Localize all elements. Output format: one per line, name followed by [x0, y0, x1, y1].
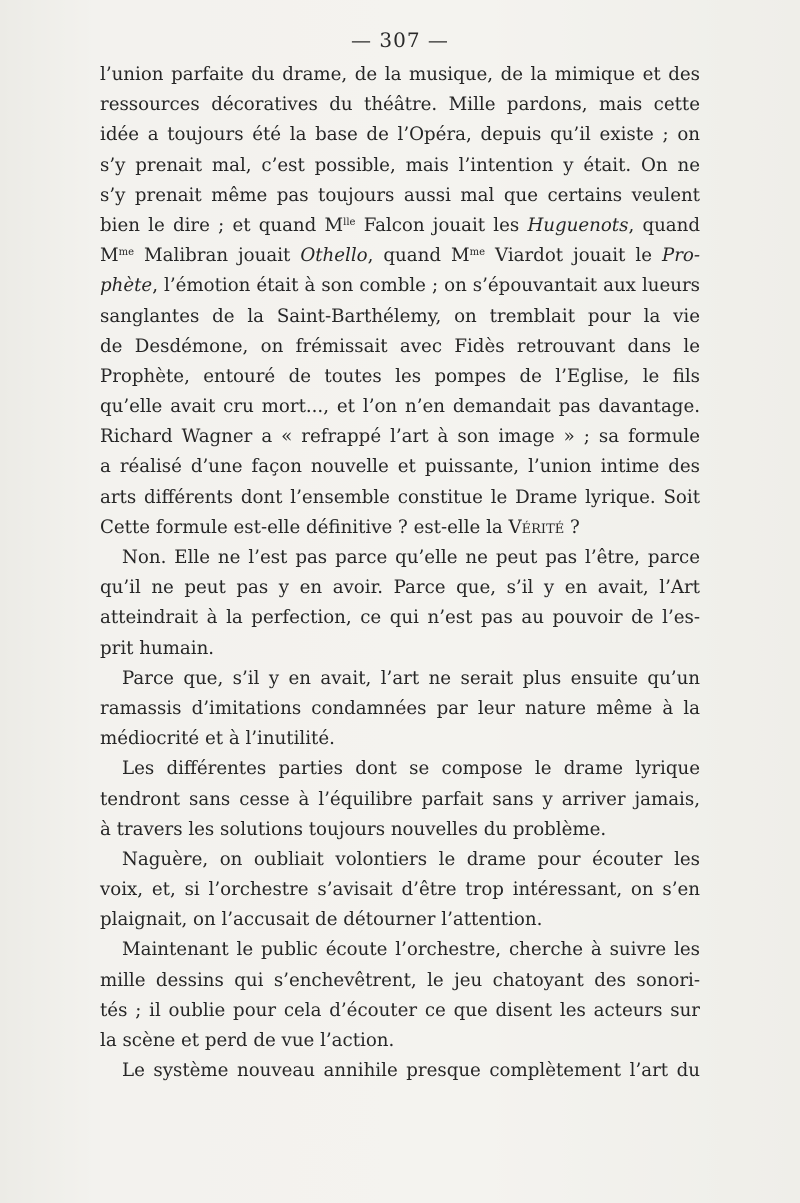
text-line — [100, 513, 700, 543]
text-segment: , quand — [628, 214, 700, 236]
italic-title: Othello — [300, 245, 368, 267]
text-line — [100, 845, 700, 875]
text-line — [100, 935, 700, 965]
text-line — [100, 332, 700, 362]
text-segment: , quand M — [367, 245, 470, 267]
text-line — [100, 724, 700, 754]
text-line — [100, 664, 700, 694]
text-line — [100, 1056, 700, 1086]
text-segment: tés ; il oublie pour cela d’écouter ce que disent les acteurs sur — [100, 999, 700, 1021]
text-line — [100, 603, 700, 633]
text-segment: Naguère, on oubliait volontiers le drame pour écouter les — [122, 848, 700, 870]
text-segment: bien le dire ; et quand M — [100, 214, 344, 236]
text-segment: Viardot jouait le — [485, 245, 662, 267]
text-segment: sanglantes de la Saint-Barthélemy, on tremblait pour la vie — [100, 305, 700, 327]
text-segment: ramassis d’imitations condamnées par leur nature même à la — [100, 697, 700, 719]
text-segment: Falcon jouait les — [355, 214, 528, 236]
text-segment: médiocrité et à l’inutilité. — [100, 728, 335, 750]
text-line — [100, 905, 700, 935]
text-line — [100, 573, 700, 603]
text-segment: à travers les solutions toujours nouvelles du problème. — [100, 818, 607, 840]
italic-title: phète — [100, 275, 153, 297]
text-line — [100, 90, 700, 120]
text-segment: Le système nouveau annihile presque complètement l’art du — [122, 1060, 700, 1082]
text-segment: Maintenant le public écoute l’orchestre, cherche à suivre les — [122, 939, 700, 961]
text-segment: M — [100, 245, 119, 267]
page-number: — 307 — — [351, 28, 449, 52]
text-line — [100, 241, 700, 271]
text-segment: ? — [564, 516, 580, 538]
small-caps-text: Vérité — [508, 516, 565, 538]
text-line — [100, 754, 700, 784]
text-line — [100, 483, 700, 513]
text-segment: ressources décoratives du théâtre. Mille pardons, mais cette — [100, 94, 700, 116]
text-segment: Non. Elle ne l’est pas parce qu’elle ne peut pas l’être, parce — [122, 547, 700, 568]
text-line — [100, 1026, 700, 1056]
superscript: lle — [343, 216, 356, 228]
text-segment: s’y prenait même pas toujours aussi mal que certains veulent — [100, 184, 700, 206]
text-line — [100, 996, 700, 1026]
body-text — [100, 60, 700, 1086]
text-line — [100, 634, 700, 664]
text-line — [100, 362, 700, 392]
text-segment: idée a toujours été la base de l’Opéra, depuis qu’il existe ; on — [100, 124, 700, 146]
text-segment: la scène et perd de vue l’action. — [100, 1030, 395, 1051]
text-line — [100, 543, 700, 573]
text-segment: voix, et, si l’orchestre s’avisait d’être trop intéressant, on s’en — [100, 879, 700, 901]
text-segment: mille dessins qui s’enchevêtrent, le jeu chatoyant des sonori- — [100, 969, 700, 991]
text-segment: Prophète, entouré de toutes les pompes de l’Eglise, le fils — [100, 365, 700, 387]
text-segment: a réalisé d’une façon nouvelle et puissante, l’union intime des — [100, 456, 700, 478]
text-segment: de Desdémone, on frémissait avec Fidès retrouvant dans le — [100, 335, 700, 357]
text-line — [100, 694, 700, 724]
text-line — [100, 785, 700, 815]
superscript: me — [469, 247, 485, 259]
text-segment: l’union parfaite du drame, de la musique, de la mimique et des — [100, 64, 700, 85]
text-segment: tendront sans cesse à l’équilibre parfait sans y arriver jamais, — [100, 788, 700, 810]
text-segment: qu’elle avait cru mort..., et l’on n’en demandait pas davantage. — [100, 396, 700, 418]
text-segment: , l’émotion était à son comble ; on s’épouvantait aux lueurs — [152, 275, 700, 297]
text-segment: qu’il ne peut pas y en avoir. Parce que, s’il y en avait, l’Art — [100, 577, 700, 599]
italic-title: Pro- — [661, 245, 700, 267]
text-segment: Parce que, s’il y en avait, l’art ne serait plus ensuite qu’un — [122, 667, 700, 689]
text-line — [100, 271, 700, 301]
text-segment: arts différents dont l’ensemble constitue le Drame lyrique. Soit — [100, 486, 700, 508]
text-line — [100, 60, 700, 90]
text-line — [100, 120, 700, 150]
superscript: me — [118, 247, 135, 259]
text-segment: prit humain. — [100, 637, 215, 659]
text-line — [100, 392, 700, 422]
text-line — [100, 875, 700, 905]
text-segment: Richard Wagner a « refrappé l’art à son image » ; sa formule — [100, 426, 700, 448]
text-segment: Malibran jouait — [134, 245, 301, 267]
text-segment: plaignait, on l’accusait de détourner l’attention. — [100, 909, 543, 931]
text-line — [100, 302, 700, 332]
text-line — [100, 211, 700, 241]
text-line — [100, 181, 700, 211]
text-segment: s’y prenait mal, c’est possible, mais l’intention y était. On ne — [100, 154, 700, 176]
text-line — [100, 966, 700, 996]
text-segment: Les différentes parties dont se compose le drame lyrique — [122, 758, 700, 780]
text-segment: Cette formule est-elle définitive ? est-elle la — [100, 516, 509, 538]
italic-title: Huguenots — [527, 214, 629, 236]
text-line — [100, 422, 700, 452]
text-segment: atteindrait à la perfection, ce qui n’est pas au pouvoir de l’es- — [100, 607, 700, 629]
text-line — [100, 815, 700, 845]
text-line — [100, 151, 700, 181]
text-line — [100, 452, 700, 482]
